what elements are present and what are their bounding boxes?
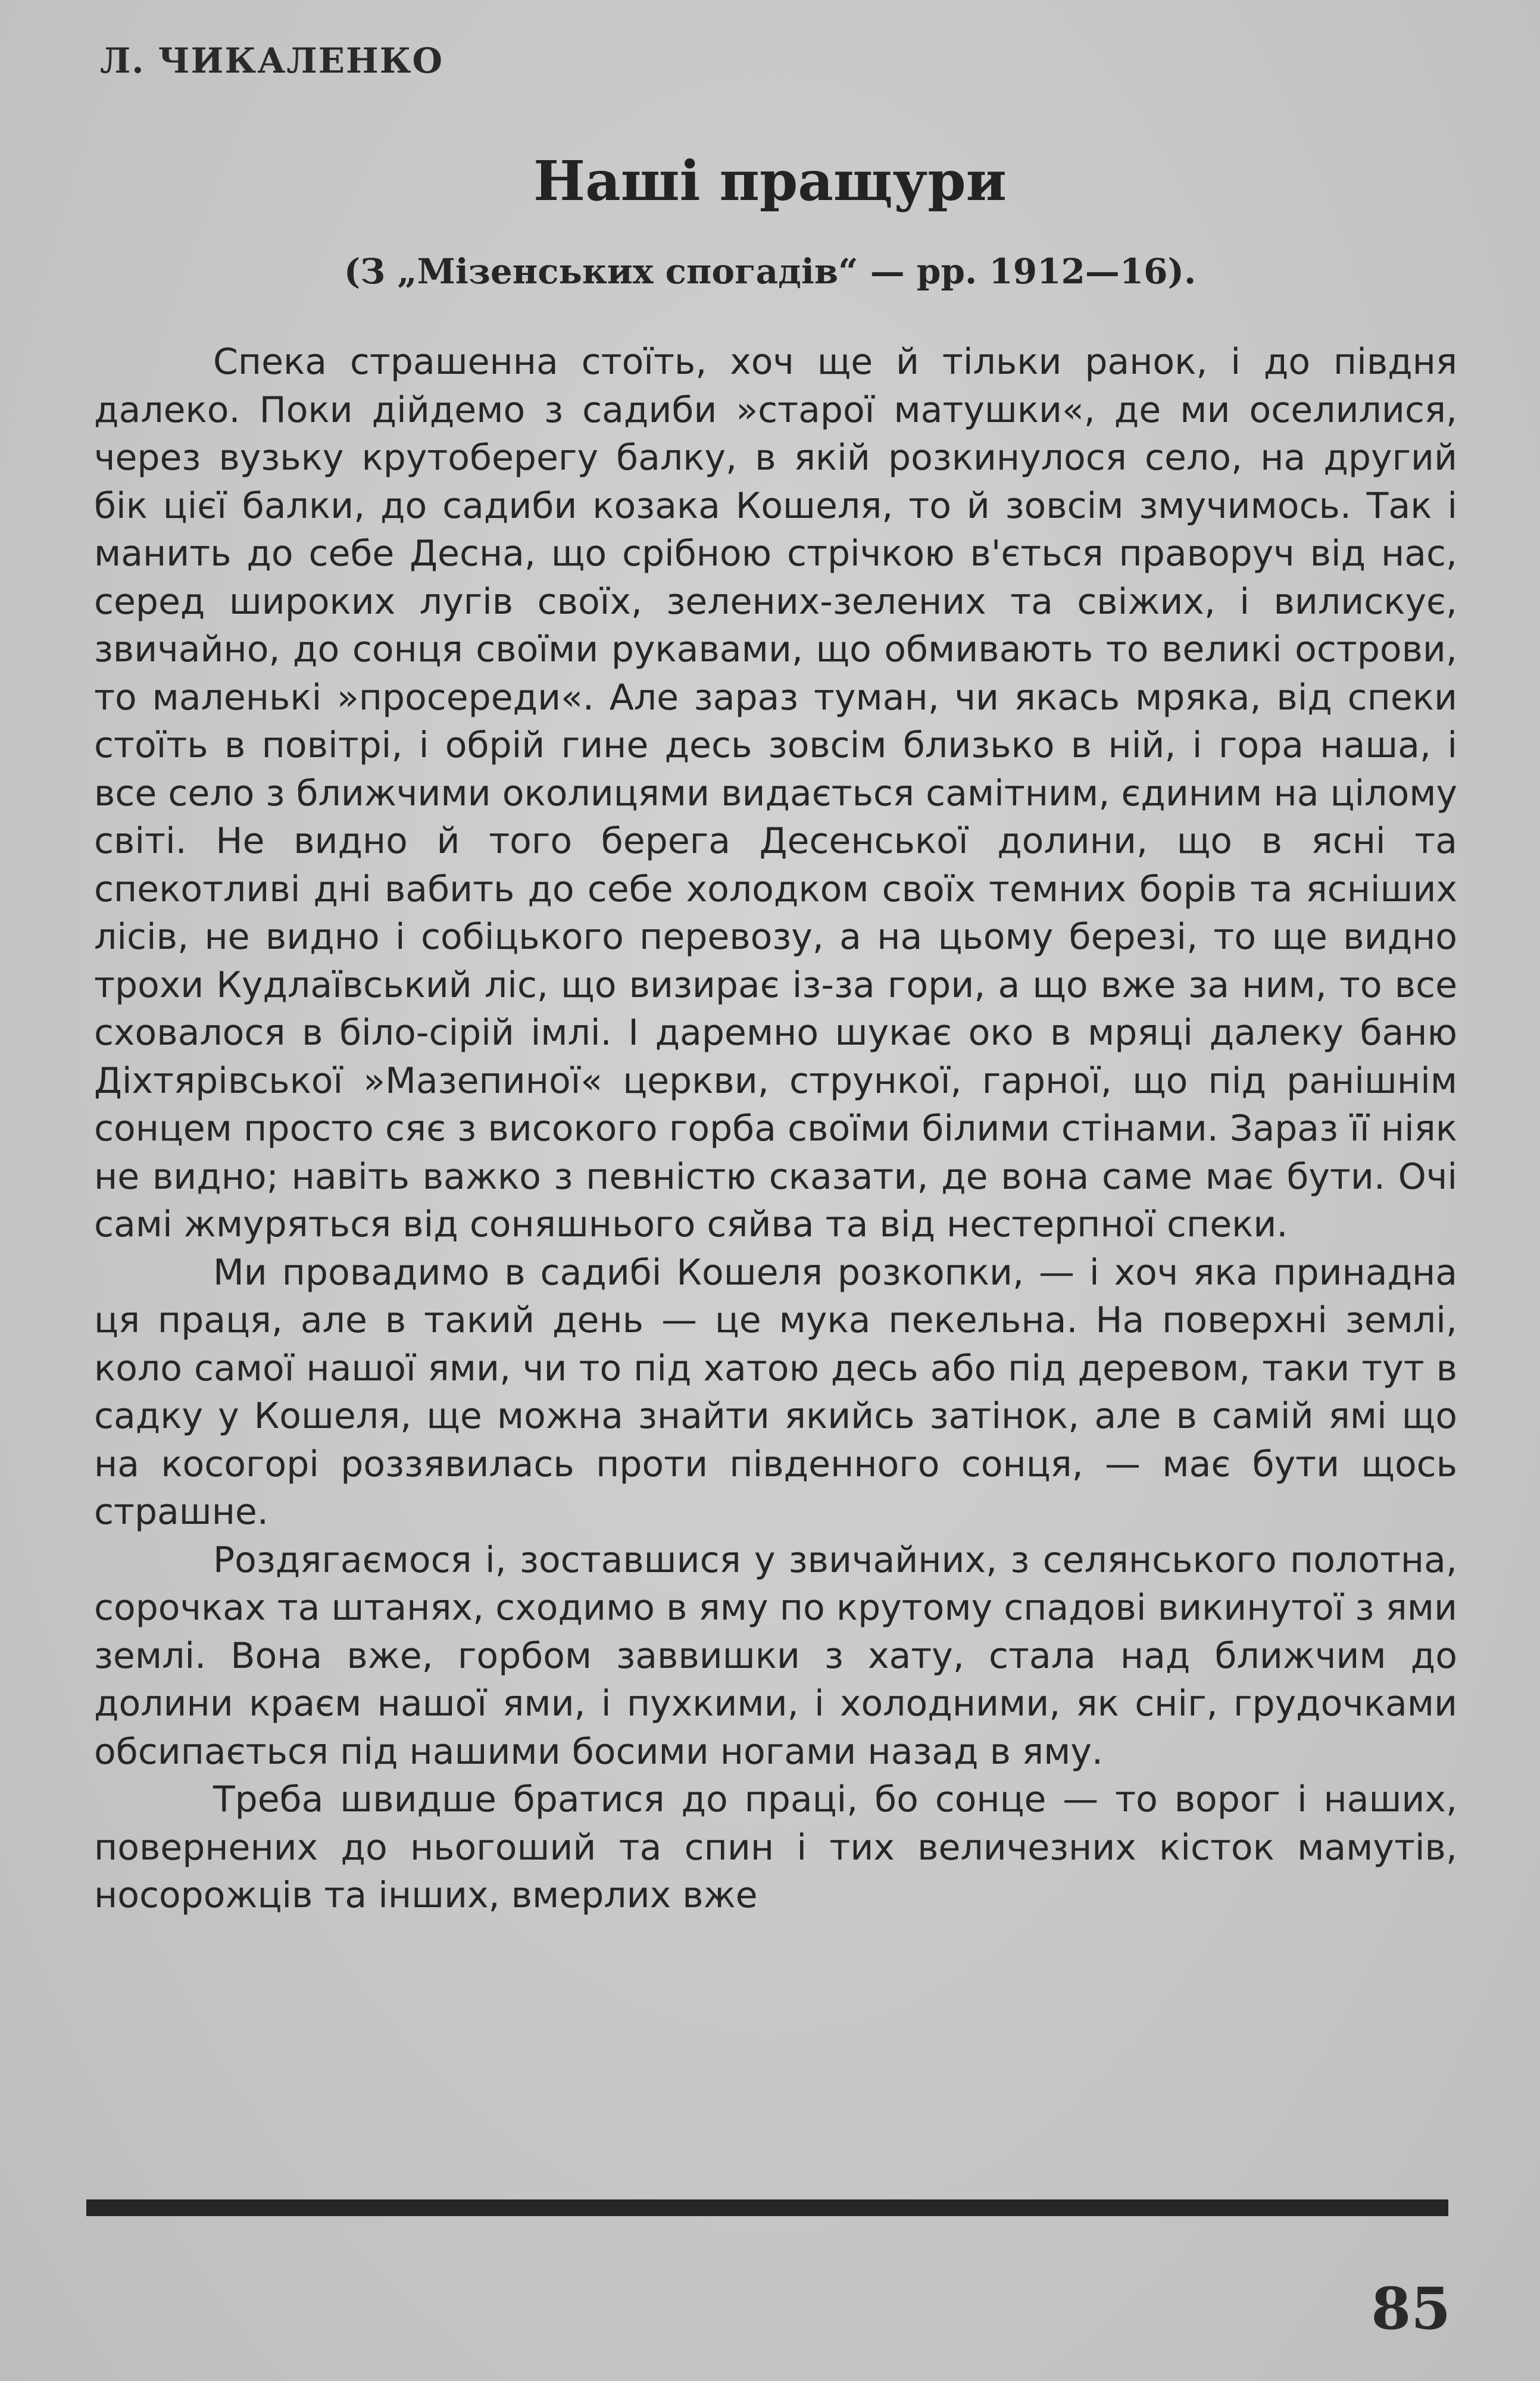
article-body bbox=[94, 338, 1457, 1920]
footer-rule bbox=[86, 2199, 1448, 2216]
paragraph-3: Роздягаємося і, зоставшися у звичайних, з селянського полотна, сорочках та штанях, сходимо в яму по крутому спадові викинутої з ями землі. Вона вже, горбом заввишки з хату, стала над ближчим до долини краєм нашої ями, і пухкими, і холодними, як сніг, грудочками обсипається під нашими босими ногами назад в яму. bbox=[94, 1539, 1457, 1773]
paragraph-1: Спека страшенна стоїть, хоч ще й тільки ранок, і до півдня далеко. Поки дійдемо з садиби »старої матушки«, де ми оселилися, через вузьку крутоберегу балку, в якій розкинулося село, на другий бік цієї балки, до садиби козака Кошеля, то й зовсім змучимось. Так і манить до себе Десна, що срібною стрічкою в'ється праворуч від нас, серед широких лугів своїх, зелених-зелених та свіжих, і вилискує, звичайно, до сонця своїми рукавами, що обмивають то великі острови, то маленькі »просереди«. Але зараз туман, чи якась мряка, від спеки стоїть в повітрі, і обрій гине десь зовсім близько в ній, і гора наша, і все село з ближчими околицями видається самітним, єдиним на цілому світі. Не видно й того берега Десенської долини, що в ясні та спекотливі дні вабить до себе холодком своїх темних борів та ясніших лісів, не видно і собіцького перевозу, а на цьому березі, то ще видно трохи Кудлаївський ліс, що визирає із-за гори, а що вже за ним, то все сховалося в біло-сірій імлі. І даремно шукає око в мряці далеку баню Діхтярівської »Мазепиної« церкви, стрункої, гарної, що під ранішнім сонцем просто сяє з високого горба своїми білими стінами. Зараз її ніяк не видно; навіть важко з певністю сказати, де вона саме має бути. Очі самі жмуряться від соняшнього сяйва та від нестерпної спеки. bbox=[94, 341, 1457, 1245]
running-head-author: Л. ЧИКАЛЕНКО bbox=[100, 40, 444, 81]
article-subtitle: (З „Мізенських спогадів“ — рр. 1912—16). bbox=[343, 251, 1197, 292]
page-number: 85 bbox=[1371, 2275, 1451, 2342]
article-title: Наші пращури bbox=[533, 149, 1007, 213]
paragraph-2: Ми провадимо в садибі Кошеля розкопки, — і хоч яка принадна ця праця, але в такий день — це мука пекельна. На поверхні землі, коло самої нашої ями, чи то під хатою десь або під деревом, таки тут в садку у Кошеля, ще можна знайти якийсь затінок, але в самій ямі що на косогорі роззявилась проти південного сонця, — має бути щось страшне. bbox=[94, 1251, 1457, 1533]
paragraph-4: Треба швидше братися до праці, бо сонце — то ворог і наших, повернених до ньогоший та спин і тих величезних кісток мамутів, носорожців та інших, вмерлих вже bbox=[94, 1779, 1457, 1916]
